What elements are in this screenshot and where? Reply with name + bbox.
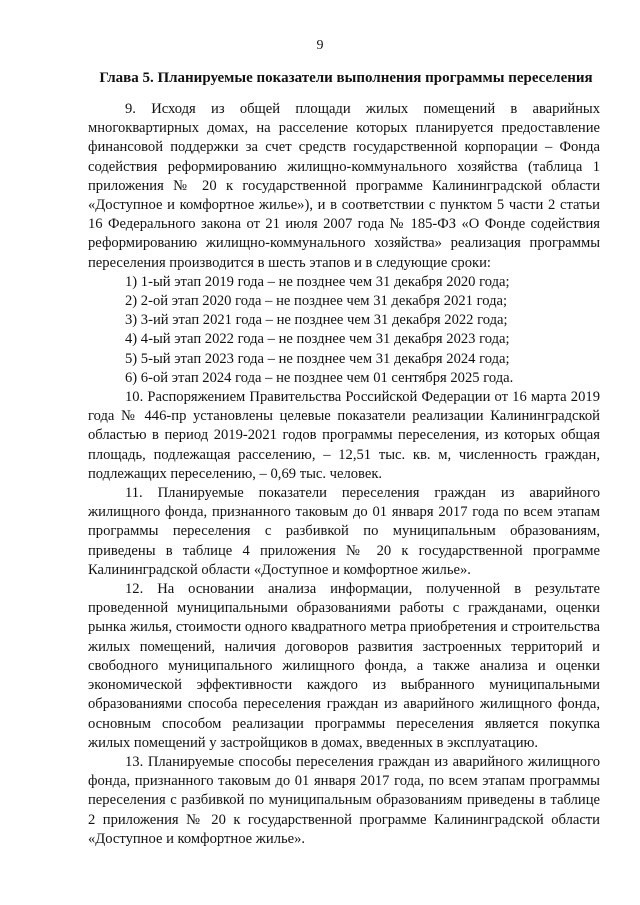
stage-item-6: 6) 6-ой этап 2024 года – не позднее чем 01 сентября 2025 года.	[125, 369, 514, 386]
paragraph-9: 9. Исходя из общей площади жилых помещений в аварийных многоквартирных домах, на расселение которых планируется предоставление финансовой поддержки за счет средств государственной корпорации – Фонда содействия реформированию жилищно-коммунального хозяйства (таблица 1 приложения № 20 к государственной программе Калининградской области «Доступное и комфортное жилье»), и в соответствии с пунктом 5 части 2 статьи 16 Федерального закона от 21 июля 2007 года № 185-ФЗ «О Фонде содействия реформированию жилищно-коммунального хозяйства» реализация программы переселения производится в шесть этапов и в следующие сроки:	[88, 101, 600, 271]
stage-item-5: 5) 5-ый этап 2023 года – не позднее чем 31 декабря 2024 года;	[125, 350, 510, 367]
document-body	[88, 100, 600, 849]
paragraph-10: 10. Распоряжением Правительства Российской Федерации от 16 марта 2019 года № 446-пр установлены целевые показатели реализации Калининградской областью в период 2019-2021 годов программы переселения, из которых общая площадь, подлежащая расселению, – 12,51 тыс. кв. м, численность граждан, подлежащих переселению, – 0,69 тыс. человек.	[88, 389, 600, 482]
page-number: 9	[316, 38, 324, 53]
stage-item-1: 1) 1-ый этап 2019 года – не позднее чем 31 декабря 2020 года;	[125, 273, 510, 290]
stage-item-3: 3) 3-ий этап 2021 года – не позднее чем 31 декабря 2022 года;	[125, 312, 508, 329]
paragraph-12: 12. На основании анализа информации, полученной в результате проведенной муниципальными образованиями работы с гражданами, оценки рынка жилья, стоимости одного квадратного метра приобретения и строительства жилых помещений, наличия договоров развития застроенных территорий и свободного муниципального жилищного фонда, а также анализа и оценки экономической эффективности каждого из выбранного муниципальными образованиями способа переселения граждан из аварийного жилищного фонда, основным способом реализации программы переселения является покупка жилых помещений у застройщиков в домах, введенных в эксплуатацию.	[88, 581, 600, 751]
chapter-title: Глава 5. Планируемые показатели выполнения программы переселения	[99, 70, 593, 86]
paragraph-11: 11. Планируемые показатели переселения граждан из аварийного жилищного фонда, признанного таковым до 01 января 2017 года по всем этапам программы переселения с разбивкой по муниципальным образованиям, приведены в таблице 4 приложения № 20 к государственной программе Калининградской области «Доступное и комфортное жилье».	[88, 485, 600, 578]
stage-item-4: 4) 4-ый этап 2022 года – не позднее чем 31 декабря 2023 года;	[125, 331, 510, 348]
stage-item-2: 2) 2-ой этап 2020 года – не позднее чем 31 декабря 2021 года;	[125, 293, 508, 310]
paragraph-13: 13. Планируемые способы переселения граждан из аварийного жилищного фонда, признанного таковым до 01 января 2017 года, по всем этапам программы переселения с разбивкой по муниципальным образованиям приведены в таблице 2 приложения № 20 к государственной программе Калининградской области «Доступное и комфортное жилье».	[88, 753, 600, 847]
